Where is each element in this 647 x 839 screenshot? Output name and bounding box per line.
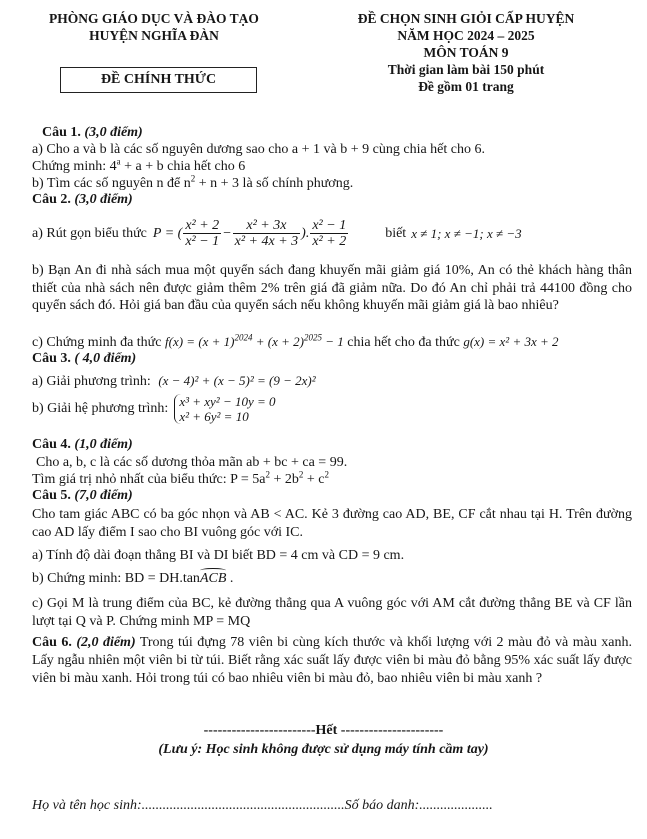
question-3b: b) Giải hệ phương trình: x³ + xy² − 10y = 0 x² + 6y² = 10 — [32, 394, 276, 424]
exam-title: ĐỀ CHỌN SINH GIỎI CẤP HUYỆN — [357, 11, 575, 26]
question-5-intro: Cho tam giác ABC có ba góc nhọn và AB < AC. Kẻ 3 đường cao AD, BE, CF cắt nhau tại H. Trên đường cao AD lấy điểm I sao cho BI vuông góc với IC. — [32, 507, 632, 540]
fraction-3: $\frac{\text{x² − 1}}{\text{x² + 2}}$ — [312, 218, 347, 249]
question-2a: a) Rút gọn biểu thức P = ( $\frac{\text{x² + 2}}{\text{x² − 1}}$ − $\frac{\text{x² + 3x}}{\text{x² + 4x + 3}}$ ). $\frac{\text{x² − 1}}{\text{x² + 2}}$ biết x ≠ 1; x ≠ −1; x ≠ −3 — [32, 218, 522, 249]
question-5a: a) Tính độ dài đoạn thẳng BI và DI biết BD = 4 cm và CD = 9 cm. — [32, 548, 405, 563]
calculator-note: (Lưu ý: Học sinh không được sử dụng máy tính cầm tay) — [158, 742, 489, 757]
question-2c: c) Chứng minh đa thức $f(x) = (x + 1)^{2024} + (x + 2)^{2025} - 1$ chia hết cho đa thức g(x) = x² + 3x + 2 — [32, 332, 559, 350]
question-3-heading: Câu 3. ( 4,0 điểm) — [32, 351, 137, 366]
duration: Thời gian làm bài 150 phút — [387, 62, 545, 77]
question-4-heading: Câu 4. (1,0 điểm) — [32, 437, 133, 452]
school-year: NĂM HỌC 2024 – 2025 — [397, 28, 535, 43]
department-name: PHÒNG GIÁO DỤC VÀ ĐÀO TẠO — [49, 11, 259, 26]
student-info-line: Họ và tên học sinh:..........................................................Số báo danh:..................... — [32, 798, 493, 813]
question-4-line2: Tìm giá trị nhỏ nhất của biểu thức: $P = 5a^2 + 2b^2 + c^2$ — [32, 469, 329, 487]
question-5c: c) Gọi M là trung điểm của BC, kẻ đường thẳng qua A vuông góc với AM cắt đường thẳng BE và CF lần lượt tại Q và P. Chứng minh MP = MQ — [32, 596, 632, 629]
question-6: Câu 6. (2,0 điểm) Trong túi đựng 78 viên bi cùng kích thước và khối lượng với 2 màu đỏ và màu xanh. Lấy ngẫu nhiên một viên bi từ túi. Biết rằng xác suất lấy được viên bi màu đỏ bằng 95% xác suất lấy được viên bi màu xanh. Hỏi trong túi có bao nhiêu viên bi màu đỏ, bao nhiêu viên bi màu xanh ? — [32, 635, 632, 686]
question-2b: b) Bạn An đi nhà sách mua một quyển sách đang khuyến mãi giảm giá 10%, An có thẻ khách hàng thân thiết của nhà sách nên được giảm thêm 2% trên giá đã giảm nữa. Do đó An chỉ phải trả 44100 đồng cho quyển sách đó. Hỏi giá ban đầu của quyển sách nếu không khuyến mãi giảm giá là bao nhiêu? — [32, 263, 632, 313]
question-3a: a) Giải phương trình: (x − 4)² + (x − 5)² = (9 − 2x)² — [32, 373, 316, 389]
district-name: HUYỆN NGHĨA ĐÀN — [89, 28, 219, 43]
official-label: ĐỀ CHÍNH THỨC — [60, 67, 257, 93]
question-1b: b) Tìm các số nguyên n để $n^2 + n + 3$ là số chính phương. — [32, 173, 354, 191]
end-mark: ------------------------Hết ---------------------- — [203, 723, 444, 738]
subject: MÔN TOÁN 9 — [423, 45, 509, 60]
question-1a: a) Cho a và b là các số nguyên dương sao cho a + 1 và b + 9 cùng chia hết cho 6. — [32, 142, 485, 157]
question-1-heading: Câu 1. (3,0 điểm) — [42, 125, 143, 140]
question-4-line1: Cho a, b, c là các số dương thỏa mãn ab + bc + ca = 99. — [36, 455, 348, 470]
question-5-heading: Câu 5. (7,0 điểm) — [32, 488, 133, 503]
question-1a-line2: Chứng minh: $4^a + a + b$ chia hết cho 6 — [32, 156, 246, 174]
fraction-2: $\frac{\text{x² + 3x}}{\text{x² + 4x + 3}}$ — [234, 218, 299, 249]
question-2-heading: Câu 2. (3,0 điểm) — [32, 192, 133, 207]
equation-system: x³ + xy² − 10y = 0 x² + 6y² = 10 — [174, 394, 275, 424]
fraction-1: $\frac{\text{x² + 2}}{\text{x² − 1}}$ — [185, 218, 220, 249]
question-5b: b) Chứng minh: BD = DH.tan ACB . — [32, 570, 233, 588]
page-count: Đề gồm 01 trang — [418, 79, 514, 94]
